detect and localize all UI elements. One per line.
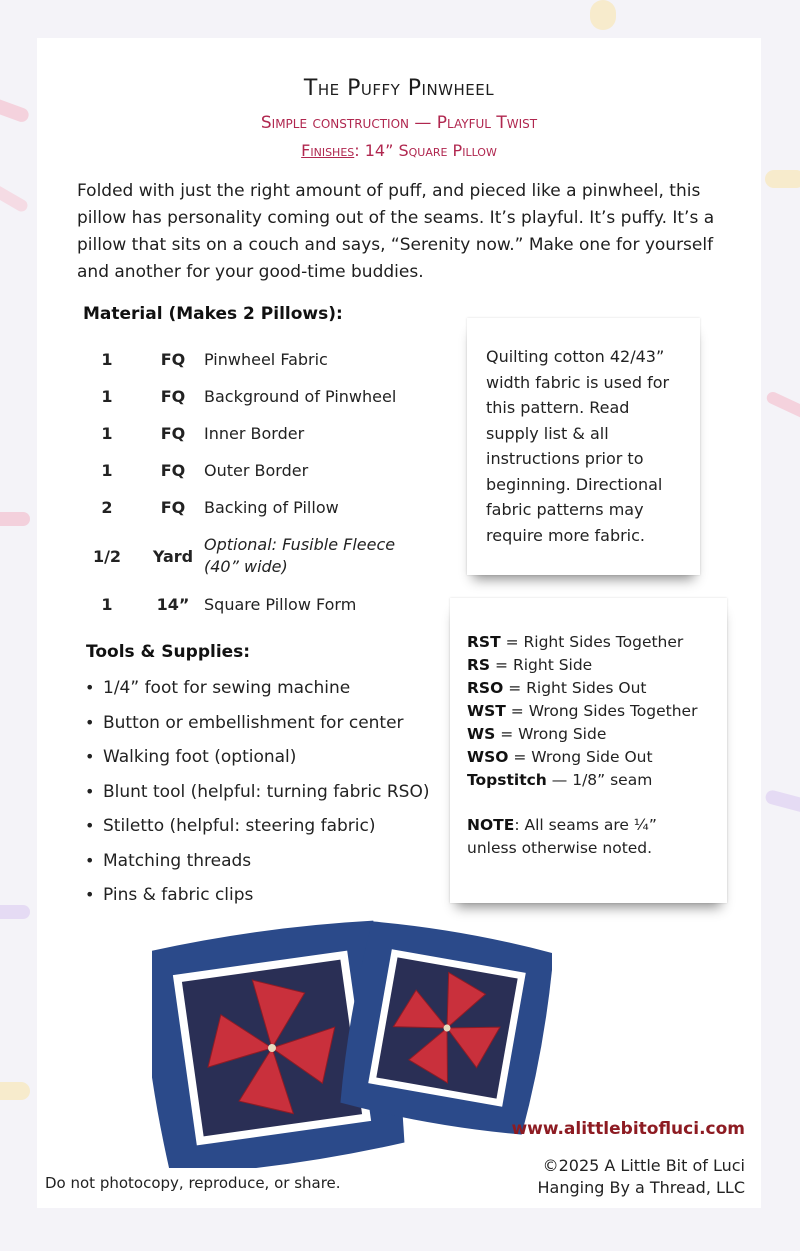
abbr-term: RS bbox=[467, 656, 491, 674]
material-unit: FQ bbox=[160, 387, 186, 406]
abbr-term: RST bbox=[467, 633, 501, 651]
abbr-sep: = bbox=[508, 748, 532, 766]
material-unit: FQ bbox=[160, 498, 186, 517]
material-row bbox=[72, 461, 492, 480]
tool-text: Walking foot (optional) bbox=[103, 747, 297, 767]
list-item bbox=[85, 782, 429, 817]
abbr-term: WS bbox=[467, 725, 496, 743]
abbr-sep: — bbox=[546, 771, 573, 789]
disclaimer: Do not photocopy, reproduce, or share. bbox=[45, 1174, 341, 1192]
abbreviation-row bbox=[467, 631, 697, 654]
material-row bbox=[72, 534, 492, 578]
abbr-sep: = bbox=[505, 702, 529, 720]
material-qty: 1 bbox=[101, 350, 113, 369]
material-qty: 1 bbox=[101, 595, 113, 614]
abbr-term: RSO bbox=[467, 679, 504, 697]
abbr-sep: = bbox=[503, 679, 527, 697]
material-row bbox=[72, 595, 492, 614]
finishes-label: Finishes bbox=[301, 141, 355, 160]
material-item: Background of Pinwheel bbox=[204, 387, 397, 406]
bullet: • bbox=[85, 781, 95, 801]
abbr-meaning: Wrong Side bbox=[518, 725, 607, 743]
material-unit: 14” bbox=[156, 595, 190, 614]
list-item bbox=[85, 747, 429, 782]
material-unit: Yard bbox=[152, 546, 194, 566]
material-qty: 1 bbox=[101, 387, 113, 406]
abbr-meaning: Wrong Side Out bbox=[531, 748, 653, 766]
pillows-illustration bbox=[152, 908, 552, 1168]
material-row bbox=[72, 498, 492, 517]
seam-note-label: NOTE bbox=[467, 816, 515, 834]
abbr-meaning: Right Sides Out bbox=[526, 679, 647, 697]
tool-text: Button or embellishment for center bbox=[103, 712, 404, 733]
material-row bbox=[72, 387, 492, 406]
material-unit: FQ bbox=[160, 424, 186, 443]
copyright-line-1: ©2025 A Little Bit of Luci bbox=[542, 1156, 745, 1175]
tool-text: Matching threads bbox=[103, 850, 252, 871]
fabric-note-text: Quilting cotton 42/43” width fabric is used for this pattern. Read supply list & all instructions prior to beginning. Directional fabric patterns may require more fabric. bbox=[486, 347, 670, 545]
finishes-value: : 14” Square Pillow bbox=[354, 141, 497, 160]
bullet: • bbox=[85, 885, 95, 904]
material-unit: FQ bbox=[160, 350, 186, 369]
fabric-note-box bbox=[467, 318, 700, 575]
abbreviation-row bbox=[467, 700, 697, 723]
website-link[interactable]: www.alittlebitofluci.com bbox=[511, 1119, 745, 1139]
abbr-meaning: Right Side bbox=[512, 656, 593, 674]
tool-text: 1/4” foot for sewing machine bbox=[103, 678, 351, 698]
abbr-term: WSO bbox=[467, 748, 509, 766]
material-qty: 1 bbox=[101, 461, 113, 480]
abbreviation-row bbox=[467, 723, 697, 746]
pattern-subtitle: Simple construction — Playful Twist bbox=[260, 113, 538, 133]
abbr-term: Topstitch bbox=[467, 771, 547, 789]
abbreviations-list bbox=[467, 631, 697, 860]
material-row bbox=[72, 350, 492, 369]
material-unit: FQ bbox=[160, 461, 186, 480]
list-item bbox=[85, 713, 429, 748]
intro-paragraph: Folded with just the right amount of puff, and pieced like a pinwheel, this pillow has personality coming out of the seams. It’s playful. It’s puffy. It’s a pillow that sits on a couch and says, “Serenity now.” Make one for yourself and another for your good-time buddies. bbox=[77, 181, 715, 282]
abbr-meaning: Wrong Sides Together bbox=[528, 702, 698, 720]
material-qty: 1 bbox=[101, 424, 113, 443]
tools-list bbox=[85, 678, 429, 920]
bullet: • bbox=[85, 747, 95, 766]
list-item bbox=[85, 851, 429, 886]
material-item: Pinwheel Fabric bbox=[204, 350, 328, 369]
abbreviation-row bbox=[467, 677, 697, 700]
material-qty: 1/2 bbox=[92, 546, 122, 566]
abbr-sep: = bbox=[495, 725, 519, 743]
tool-text: Blunt tool (helpful: turning fabric RSO) bbox=[103, 781, 430, 802]
abbr-meaning: 1/8” seam bbox=[572, 771, 653, 789]
copyright-line-2: Hanging By a Thread, LLC bbox=[537, 1178, 745, 1197]
materials-heading: Material (Makes 2 Pillows): bbox=[83, 304, 343, 324]
bullet: • bbox=[85, 816, 95, 835]
abbreviations-box bbox=[450, 598, 727, 903]
list-item bbox=[85, 678, 429, 713]
copyright bbox=[538, 1155, 746, 1199]
list-item bbox=[85, 816, 429, 851]
pillow-right bbox=[336, 917, 552, 1139]
abbreviation-row bbox=[467, 769, 697, 792]
abbr-sep: = bbox=[500, 633, 524, 651]
material-item: Outer Border bbox=[204, 461, 309, 480]
material-row bbox=[72, 424, 492, 443]
abbreviation-row bbox=[467, 654, 697, 677]
tools-heading: Tools & Supplies: bbox=[86, 642, 251, 662]
abbr-term: WST bbox=[467, 702, 506, 720]
abbr-meaning: Right Sides Together bbox=[523, 633, 684, 651]
material-qty: 2 bbox=[101, 498, 113, 517]
abbreviation-row bbox=[467, 746, 697, 769]
material-item: Inner Border bbox=[204, 424, 305, 443]
tool-text: Pins & fabric clips bbox=[103, 885, 254, 905]
bullet: • bbox=[85, 678, 95, 697]
bullet: • bbox=[85, 712, 95, 732]
material-item: Optional: Fusible Fleece (40” wide) bbox=[204, 535, 396, 576]
seam-note bbox=[467, 814, 697, 860]
finished-size bbox=[37, 141, 761, 160]
tool-text: Stiletto (helpful: steering fabric) bbox=[103, 816, 376, 836]
seam-note-text: : All seams are ¼” unless otherwise noted. bbox=[467, 816, 657, 857]
pattern-page bbox=[37, 38, 761, 1208]
material-item: Square Pillow Form bbox=[204, 595, 357, 614]
material-item: Backing of Pillow bbox=[204, 498, 339, 517]
pattern-title: The Puffy Pinwheel bbox=[303, 76, 495, 101]
abbr-sep: = bbox=[490, 656, 513, 674]
bullet: • bbox=[85, 850, 95, 870]
